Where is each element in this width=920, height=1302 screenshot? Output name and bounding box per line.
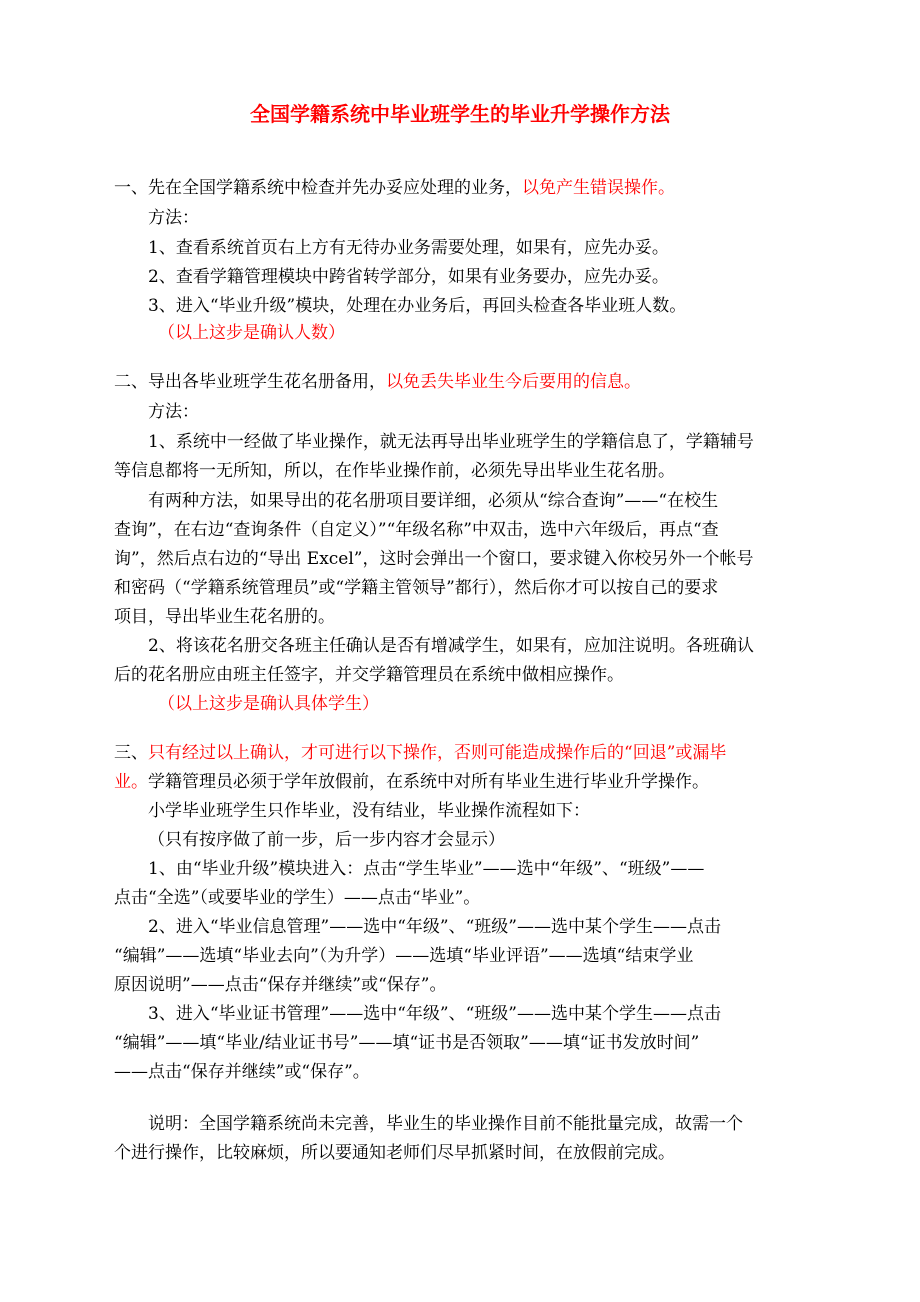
section-2-para-2-line-1: 有两种方法，如果导出的花名册项目要详细，必须从“综合查询”——“在校生: [148, 491, 719, 511]
section-2-para-2-line-3: 询”，然后点右边的“导出 Excel”，这时会弹出一个窗口，要求键入你校另外一个帐号: [114, 549, 754, 569]
closing-note-line-1: 说明：全国学籍系统尚未完善，毕业生的毕业操作目前不能批量完成，故需一个: [148, 1114, 743, 1134]
section-2-para-2-line-5: 项目，导出毕业生花名册的。: [114, 607, 335, 627]
section-3-lead-rest: 学籍管理员必须于学年放假前，在系统中对所有毕业生进行毕业升学操作。: [148, 772, 709, 792]
section-3-lead: 三、: [114, 743, 148, 763]
section-3-step-1-line-2: 点击“全选”（或要毕业的学生）——点击“毕业”。: [114, 888, 481, 908]
section-2-lead: 二、导出各毕业班学生花名册备用，: [114, 372, 386, 392]
section-1-note: （以上这步是确认人数）: [158, 323, 345, 343]
section-1-item-1: 1、查看系统首页右上方有无待办业务需要处理，如果有，应先办妥。: [148, 238, 669, 258]
section-3-step-2-line-3: 原因说明”——点击“保存并继续”或“保存”。: [114, 975, 447, 995]
section-3-lead-highlight: 只有经过以上确认，才可进行以下操作，否则可能造成操作后的“回退”或漏毕: [148, 743, 727, 763]
section-1-item-3: 3、进入“毕业升级”模块，处理在办业务后，再回头检查各毕业班人数。: [148, 296, 687, 316]
section-2-para-2-line-2: 查询”，在右边“查询条件（自定义）”“年级名称”中双击，选中六年级后，再点“查: [114, 520, 719, 540]
section-3-step-3-line-1: 3、进入“毕业证书管理”——选中“年级”、“班级”——选中某个学生——点击: [148, 1004, 721, 1024]
section-1-heading: [114, 176, 675, 200]
section-3-intro: 小学毕业班学生只作毕业，没有结业，毕业操作流程如下：: [148, 801, 590, 821]
section-3-step-3-line-2: “编辑”——填“毕业/结业证书号”——填“证书是否领取”——填“证书发放时间”: [114, 1033, 700, 1053]
section-3-step-2-line-2: “编辑”——选填“毕业去向”（为升学）——选填“毕业评语”——选填“结束学业: [114, 946, 694, 966]
document-title: 全国学籍系统中毕业班学生的毕业升学操作方法: [250, 102, 670, 126]
section-3-step-1-line-1: 1、由“毕业升级”模块进入：点击“学生毕业”——选中“年级”、“班级”——: [148, 859, 705, 879]
section-1-item-2: 2、查看学籍管理模块中跨省转学部分，如果有业务要办，应先办妥。: [148, 267, 669, 287]
section-2-para-1-line-1: 1、系统中一经做了毕业操作，就无法再导出毕业班学生的学籍信息了，学籍辅号: [148, 432, 754, 452]
section-3-heading: [114, 741, 726, 765]
section-2-note: （以上这步是确认具体学生）: [158, 694, 379, 714]
section-3-step-3-line-3: ——点击“保存并继续”或“保存”。: [114, 1062, 370, 1082]
section-2-para-2-line-4: 和密码（“学籍系统管理员”或“学籍主管领导”都行），然后你才可以按自己的要求: [114, 578, 719, 598]
section-1-lead: 一、先在全国学籍系统中检查并先办妥应处理的业务，: [114, 178, 522, 198]
section-2-heading: [114, 370, 641, 394]
section-1-method-label: 方法：: [148, 208, 199, 228]
section-2-para-1-line-2: 等信息都将一无所知，所以，在作毕业操作前，必须先导出毕业生花名册。: [114, 461, 675, 481]
section-2-para-3-line-2: 后的花名册应由班主任签字，并交学籍管理员在系统中做相应操作。: [114, 665, 624, 685]
closing-note-line-2: 个进行操作，比较麻烦，所以要通知老师们尽早抓紧时间，在放假前完成。: [114, 1143, 675, 1163]
section-3-heading-line-2: [114, 770, 709, 794]
section-2-lead-highlight: 以免丢失毕业生今后要用的信息。: [386, 372, 641, 392]
section-2-method-label: 方法：: [148, 402, 199, 422]
section-3-paren-note: （只有按序做了前一步，后一步内容才会显示）: [148, 830, 505, 850]
section-3-step-2-line-1: 2、进入“毕业信息管理”——选中“年级”、“班级”——选中某个学生——点击: [148, 917, 721, 937]
section-1-lead-highlight: 以免产生错误操作。: [522, 178, 675, 198]
section-2-para-3-line-1: 2、将该花名册交各班主任确认是否有增减学生，如果有，应加注说明。各班确认: [148, 636, 754, 656]
section-3-lead-highlight-end: 业。: [114, 772, 148, 792]
